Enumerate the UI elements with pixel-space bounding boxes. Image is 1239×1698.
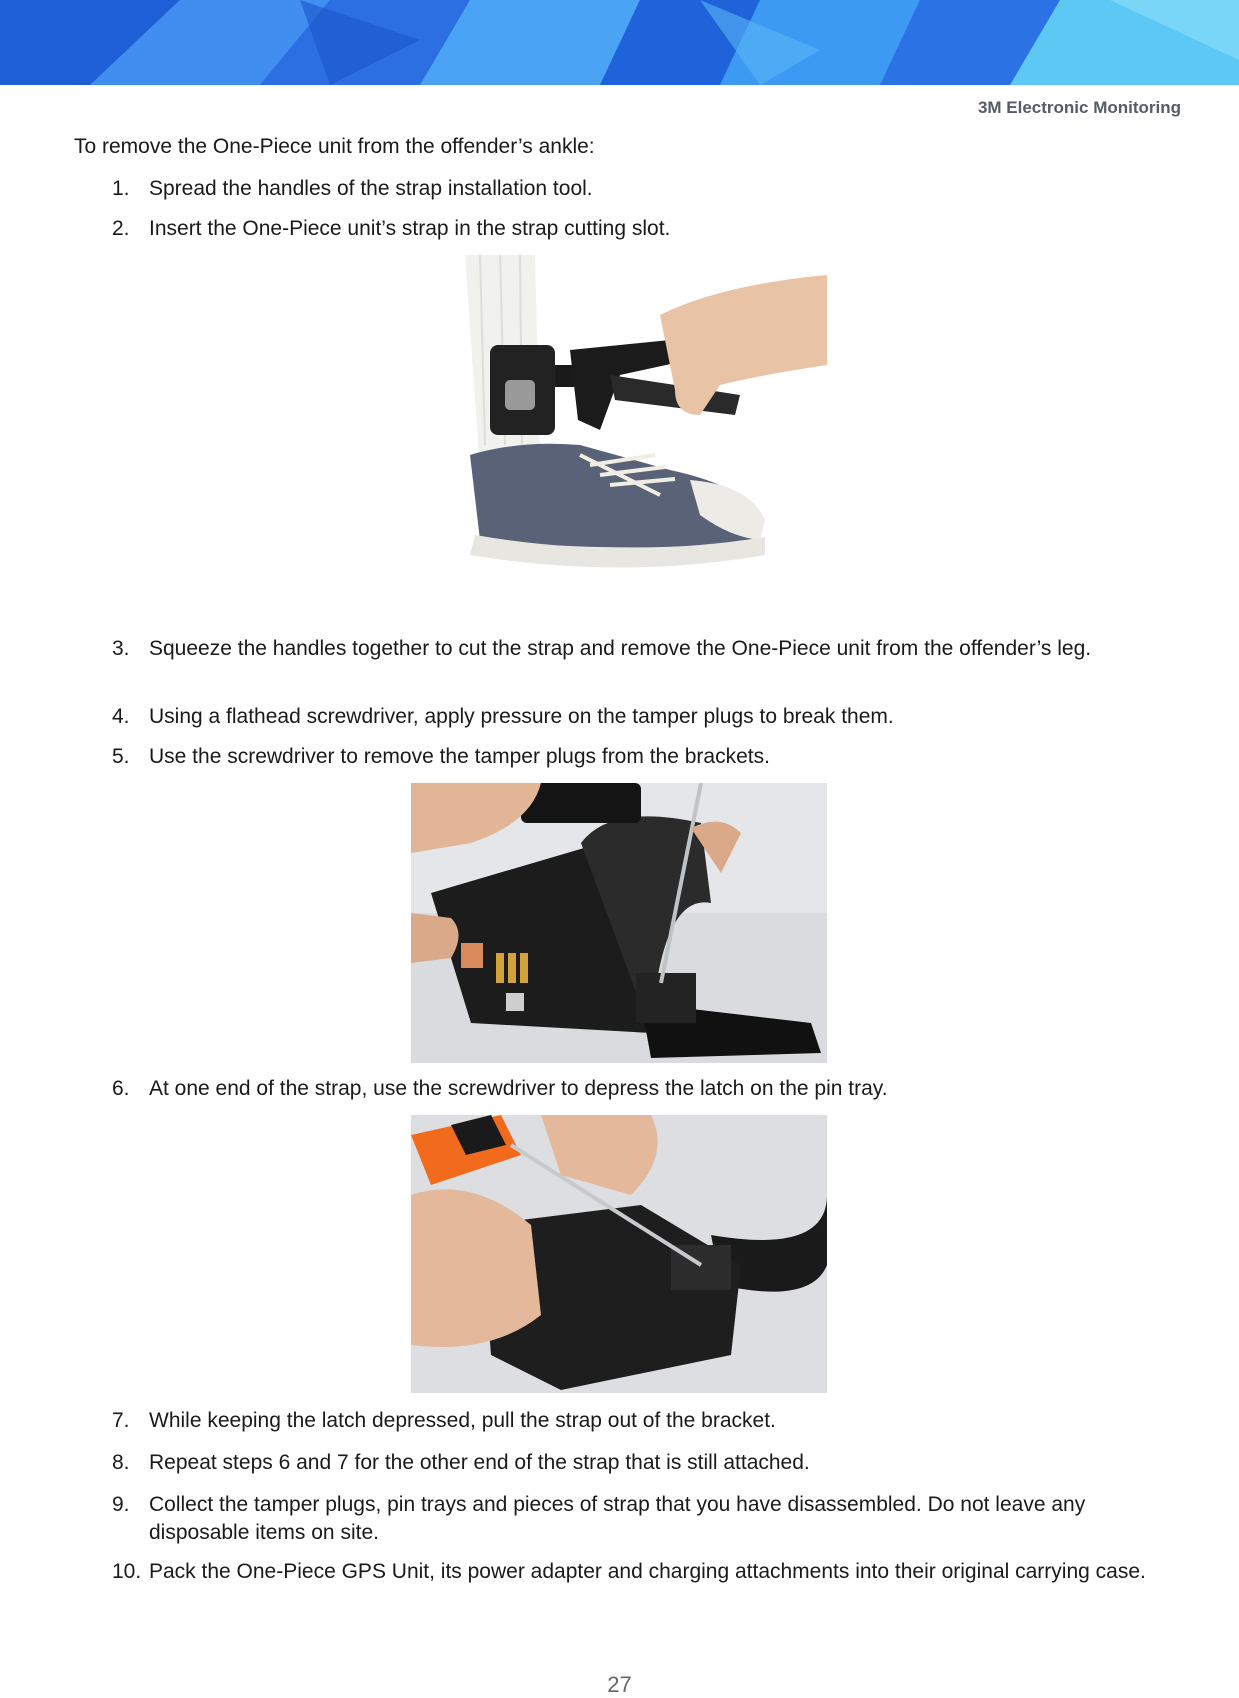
step-3 xyxy=(112,635,1162,663)
step-text: Squeeze the handles together to cut the strap and remove the One-Piece unit from the offender’s leg. xyxy=(149,637,1092,660)
photo-remove-tamper-plugs xyxy=(411,783,827,1063)
step-4 xyxy=(112,703,1162,731)
step-10 xyxy=(112,1558,1162,1586)
step-number: 8. xyxy=(112,1451,130,1474)
step-text: While keeping the latch depressed, pull the strap out of the bracket. xyxy=(149,1409,776,1432)
step-9 xyxy=(112,1491,1162,1547)
step-number: 1. xyxy=(112,177,130,200)
step-text: Using a flathead screwdriver, apply pressure on the tamper plugs to break them. xyxy=(149,705,894,728)
step-number: 5. xyxy=(112,745,130,768)
step-number: 6. xyxy=(112,1077,130,1100)
header-banner xyxy=(0,0,1239,85)
step-text: Repeat steps 6 and 7 for the other end of the strap that is still attached. xyxy=(149,1451,810,1474)
photo-ankle-strap-tool xyxy=(460,255,827,585)
step-6 xyxy=(112,1075,1162,1103)
brand-label: 3M Electronic Monitoring xyxy=(977,98,1181,117)
photo-depress-latch xyxy=(411,1115,827,1393)
step-2 xyxy=(112,215,1162,243)
step-5 xyxy=(112,743,1162,771)
step-text: Collect the tamper plugs, pin trays and pieces of strap that you have disassembled. Do not leave any disposable items on site. xyxy=(149,1493,1086,1544)
step-text: Spread the handles of the strap installation tool. xyxy=(149,177,593,200)
step-8 xyxy=(112,1449,1162,1477)
step-text: At one end of the strap, use the screwdriver to depress the latch on the pin tray. xyxy=(149,1077,888,1100)
page-number: 27 xyxy=(607,1672,632,1697)
step-number: 3. xyxy=(112,637,130,660)
step-number: 4. xyxy=(112,705,130,728)
step-text: Pack the One-Piece GPS Unit, its power adapter and charging attachments into their original carrying case. xyxy=(149,1560,1146,1583)
step-number: 7. xyxy=(112,1409,130,1432)
step-7 xyxy=(112,1407,1162,1435)
step-text: Use the screwdriver to remove the tamper plugs from the brackets. xyxy=(149,745,770,768)
intro-text: To remove the One-Piece unit from the offender’s ankle: xyxy=(74,135,595,158)
step-1 xyxy=(112,175,1162,203)
step-number: 2. xyxy=(112,217,130,240)
step-number: 9. xyxy=(112,1493,130,1516)
step-number: 10. xyxy=(112,1560,142,1583)
step-text: Insert the One-Piece unit’s strap in the strap cutting slot. xyxy=(149,217,671,240)
